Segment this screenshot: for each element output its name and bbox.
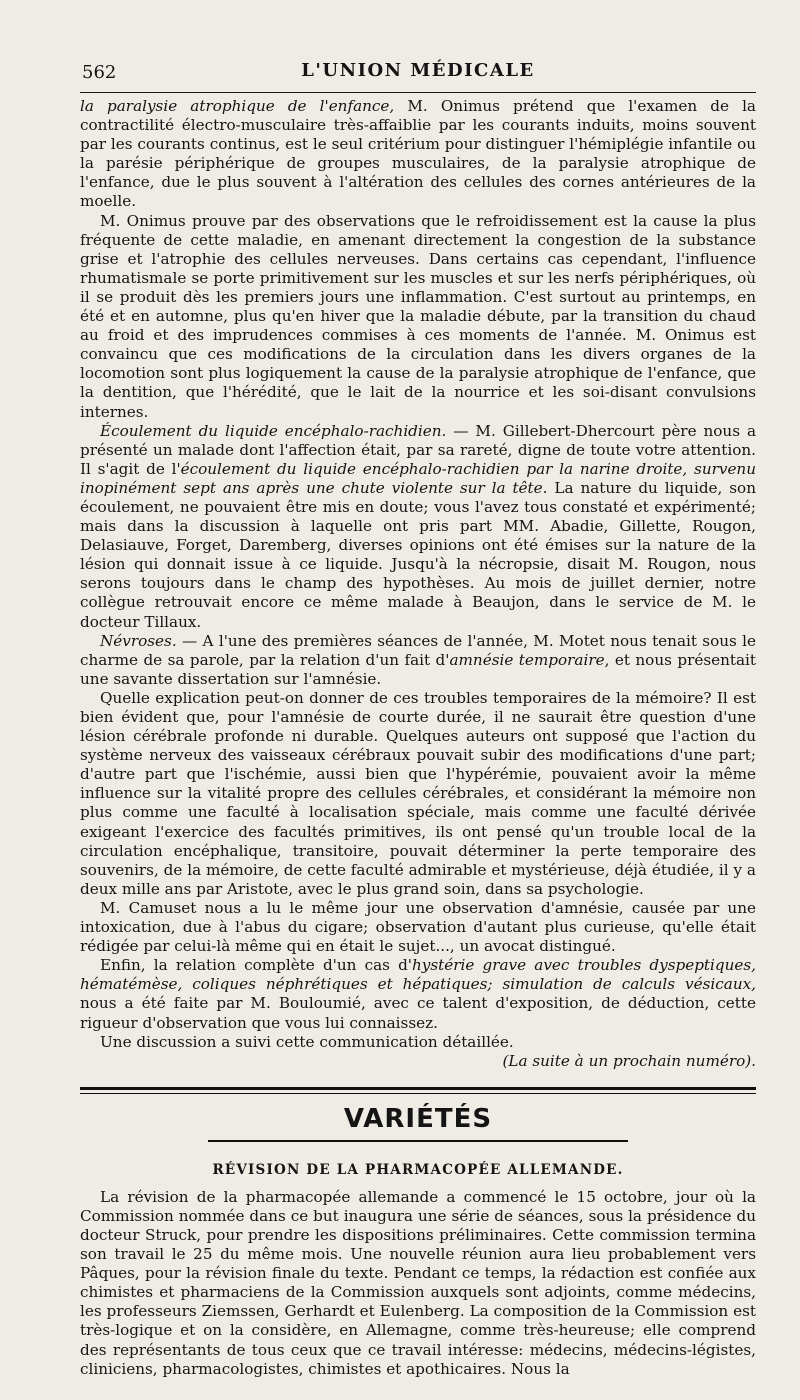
section-title: VARIÉTÉS	[343, 1103, 493, 1134]
paragraph-ecoulement	[80, 422, 756, 632]
paragraph-text: , et nous présentait une savante dissertation sur l'amnésie.	[80, 650, 757, 688]
paragraph-discussion: Une discussion a suivi cette communication détaillée.	[100, 1032, 514, 1051]
paragraph-text: Enfin, la relation complète d'un cas d'	[100, 956, 412, 975]
varietes-body	[80, 1188, 756, 1379]
subject-heading: Écoulement du liquide encéphalo-rachidien.	[100, 421, 447, 440]
paragraph-text: — A l'une des premières séances de l'année, M. Motet nous tenait sous le charme de sa parole, par la relation d'un fait d'	[80, 631, 756, 669]
subject-heading: Névroses.	[100, 631, 177, 650]
paragraph-pharmacopee: La révision de la pharmacopée allemande a commencé le 15 octobre, jour où la Commission nommée dans ce but inaugura une série de séances, sous la présidence du docteur Struck, pour prendre les dispositions préliminaires. Cette commission termina son travail le 25 du même mois. Une nouvelle réunion aura lieu probablement vers Pâques, pour la révision finale du texte. Pendant ce temps, la rédaction est confiée aux chimistes et pharmaciens de la Commission auxquels sont adjoints, comme médecins, les professeurs Ziemssen, Gerhardt et Eulenberg. La composition de la Commission est très-logique et on la considère, en Allemagne, comme très-heureuse; elle comprend des représentants de tous ceux que ce travail intéresse: médecins, médecins-légistes, cliniciens, pharmacologistes, chimistes et apothicaires. Nous la	[80, 1187, 756, 1378]
italic-phrase: amnésie temporaire	[449, 650, 605, 669]
italic-lead: la paralysie atrophique de l'enfance,	[80, 97, 395, 115]
continuation-note: (La suite à un prochain numéro).	[502, 1051, 756, 1070]
article-body	[80, 97, 756, 1071]
paragraph-paralysie	[80, 97, 756, 212]
page-number: 562	[82, 62, 117, 83]
page-header	[80, 46, 756, 86]
section-divider	[80, 1087, 756, 1094]
paragraph-hysterie	[80, 956, 756, 1032]
title-rule	[208, 1140, 628, 1142]
italic-phrase: hystérie grave avec troubles dyspeptiques, hématémèse, coliques néphrétiques et hépatiques; simulation de calculs vésicaux,	[80, 956, 757, 994]
italic-phrase: écoulement du liquide encéphalo-rachidien par la narine droite, survenu inopinément sept ans après une chute violente sur la tête.	[80, 459, 756, 497]
paragraph-onimus: M. Onimus prouve par des observations que le refroidissement est la cause la plus fréquente de cette maladie, en amenant directement la congestion de la substance grise et l'atrophie des cellules nerveuses. Dans certains cas cependant, l'influence rhumatismale se porte primitivement sur les muscles et sur les nerfs périphériques, où il se produit dès les premiers jours une inflammation. C'est surtout au printemps, en été et en automne, plus qu'en hiver que la maladie débute, par la transition du chaud au froid et des imprudences commises à ces moments de l'année. M. Onimus est convaincu que ces modifications de la circulation dans les divers organes de la locomotion sont plus logiquement la cause de la paralysie atrophique de l'enfance, que la dentition, que l'hérédité, que le lait de la nourrice et les soi-disant convulsions internes.	[80, 211, 756, 421]
header-rule	[80, 92, 756, 93]
paragraph-camuset: M. Camuset nous a lu le même jour une observation d'amnésie, causée par une intoxication, due à l'abus du cigare; observation d'autant plus curieuse, qu'elle était rédigée par celui-là même qui en était le sujet..., un avocat distingué.	[80, 898, 756, 956]
paragraph-text: nous a été faite par M. Bouloumié, avec ce talent d'exposition, de déduction, cette rigueur d'observation que vous lui connaissez.	[80, 994, 756, 1032]
running-head: L'UNION MÉDICALE	[301, 60, 535, 81]
paragraph-nevroses	[80, 632, 756, 689]
article-subtitle: RÉVISION DE LA PHARMACOPÉE ALLEMANDE.	[212, 1161, 624, 1178]
paragraph-text: M. Onimus prétend que l'examen de la contractilité électro-musculaire très-affaiblie par les courants induits, moins souvent par les courants continus, est le seul critérium pour distinguer l'hémiplégie infantile ou la parésie périphérique de groupes musculaires, de la paralysie atrophique de l'enfance, due le plus souvent à l'altération des cellules des cornes antérieures de la moelle.	[80, 97, 756, 211]
paragraph-text: La nature du liquide, son écoulement, ne pouvaient être mis en doute; vous l'avez tous constaté et expérimenté; mais dans la discussion à laquelle ont pris part MM. Abadie, Gillette, Rougon, Delasiauve, Forget, Daremberg, diverses opinions ont été émises sur la nature de la lésion qui donnait issue à ce liquide. Jusqu'à la nécropsie, disait M. Rougon, nous serons toujours dans le champ des hypothèses. Au mois de juillet dernier, notre collègue retrouvait encore ce même malade à Beaujon, dans le service de M. le docteur Tillaux.	[80, 478, 756, 631]
paragraph-text: — M. Gillebert-Dhercourt père nous a présenté un malade dont l'affection était, par sa rareté, digne de toute votre attention. Il s'agit de l'	[80, 421, 756, 478]
paragraph-explication: Quelle explication peut-on donner de ces troubles temporaires de la mémoire? Il est bien évident que, pour l'amnésie de courte durée, il ne saurait être question d'une lésion cérébrale profonde ni durable. Quelques auteurs ont supposé que l'action du système nerveux des vaisseaux cérébraux pouvait subir des modifications d'une part; d'autre part que l'ischémie, aussi bien que l'hypérémie, pouvaient avoir la même influence sur la vitalité propre des cellules cérébrales, et considérant la mémoire non plus comme une faculté à localisation spéciale, mais comme une faculté dérivée exigeant l'exercice des facultés primitives, ils ont pensé qu'un trouble local de la circulation encéphalique, transitoire, pouvait déterminer la perte temporaire des souvenirs, de la mémoire, de cette faculté admirable et mystérieuse, déjà étudiée, il y a deux mille ans par Aristote, avec le plus grand soin, dans sa psychologie.	[80, 688, 756, 898]
